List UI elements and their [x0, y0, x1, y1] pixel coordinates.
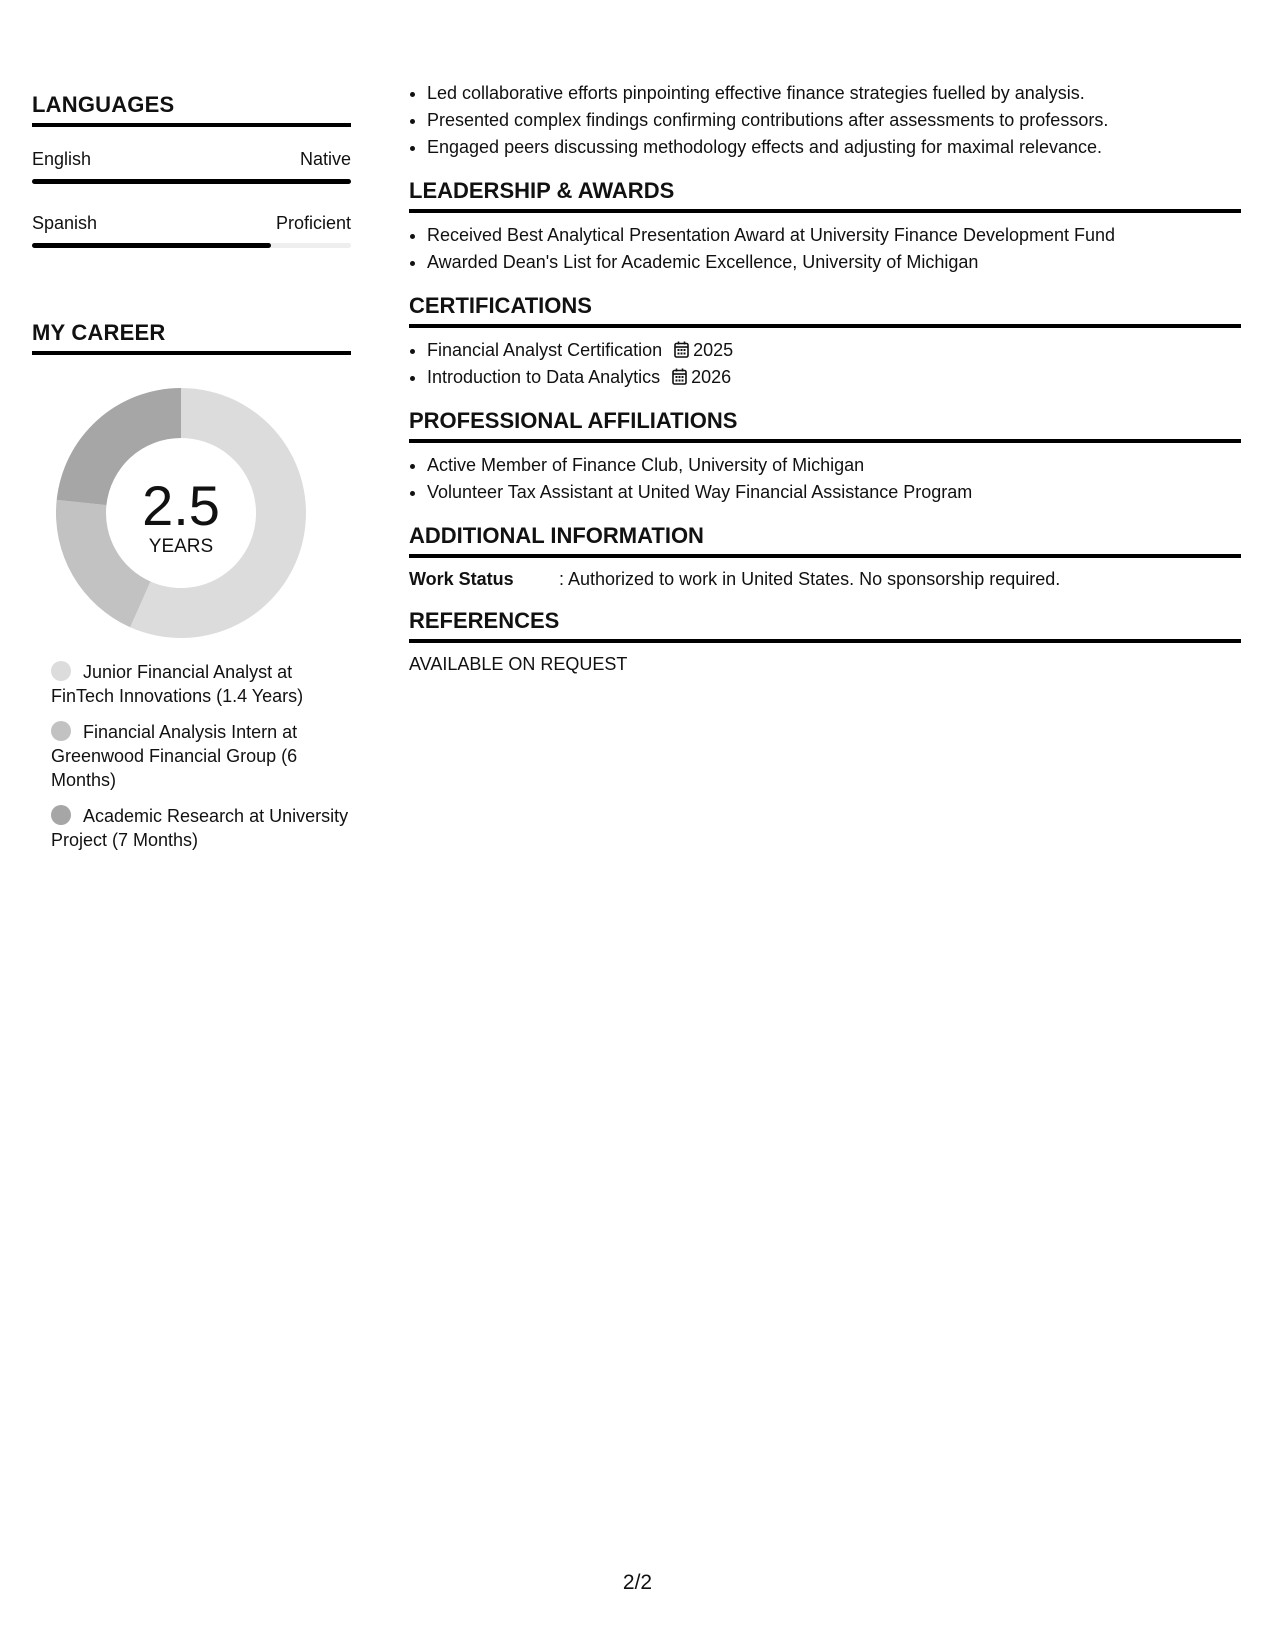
list-item: • Volunteer Tax Assistant at United Way Financial Assistance Program — [427, 479, 1241, 506]
certifications-heading: CERTIFICATIONS — [409, 293, 1241, 328]
sidebar — [32, 92, 351, 864]
legend-item — [51, 804, 351, 852]
affiliations-heading: PROFESSIONAL AFFILIATIONS — [409, 408, 1241, 443]
career-donut-chart — [56, 388, 306, 638]
calendar-icon — [672, 368, 687, 385]
proficiency-bar-fill — [32, 179, 351, 184]
legend-item — [51, 720, 351, 792]
certification-name: Introduction to Data Analytics — [427, 367, 661, 387]
languages-heading: LANGUAGES — [32, 92, 351, 127]
list-item — [427, 337, 1241, 364]
legend-label: Junior Financial Analyst at FinTech Innovations (1.4 Years) — [51, 662, 304, 706]
language-name: Spanish — [32, 213, 98, 233]
career-total-years: 2.5 — [142, 474, 220, 537]
career-total-unit: YEARS — [148, 536, 214, 557]
list-item: • Engaged peers discussing methodology effects and adjusting for maximal relevance. — [427, 134, 1241, 161]
references-section — [409, 608, 1241, 676]
experience-bullets — [409, 80, 1241, 161]
language-item — [32, 148, 351, 184]
page-number: 2/2 — [622, 1571, 653, 1594]
language-name: English — [32, 149, 92, 169]
work-status-value: : Authorized to work in United States. No sponsorship required. — [559, 569, 1061, 589]
language-level: Proficient — [275, 213, 351, 233]
legend-swatch — [51, 661, 71, 681]
legend-swatch — [51, 805, 71, 825]
list-item: • Active Member of Finance Club, University of Michigan — [427, 452, 1241, 479]
legend-swatch — [51, 721, 71, 741]
leadership-section — [409, 178, 1241, 276]
legend-label: Academic Research at University Project (7 Months) — [51, 806, 349, 850]
certification-name: Financial Analyst Certification — [427, 340, 663, 360]
language-level: Native — [299, 149, 351, 169]
proficiency-bar-fill — [32, 243, 271, 248]
career-heading: MY CAREER — [32, 320, 351, 355]
references-text: AVAILABLE ON REQUEST — [409, 654, 628, 674]
leadership-heading: LEADERSHIP & AWARDS — [409, 178, 1241, 213]
additional-info-section — [409, 523, 1241, 591]
affiliations-section — [409, 408, 1241, 506]
main-content — [409, 80, 1241, 676]
proficiency-bar — [32, 243, 351, 248]
legend-label: Financial Analysis Intern at Greenwood Financial Group (6 Months) — [51, 722, 298, 790]
work-status-row — [409, 567, 1241, 591]
list-item: • Presented complex findings confirming contributions after assessments to professors. — [427, 107, 1241, 134]
certification-year: 2026 — [691, 367, 732, 387]
certifications-section — [409, 293, 1241, 391]
proficiency-bar — [32, 179, 351, 184]
legend-item — [51, 660, 351, 708]
list-item — [427, 364, 1241, 391]
work-status-label: Work Status — [409, 569, 514, 589]
references-heading: REFERENCES — [409, 608, 1241, 643]
certification-year: 2025 — [693, 340, 734, 360]
career-legend — [51, 660, 351, 852]
additional-info-heading: ADDITIONAL INFORMATION — [409, 523, 1241, 558]
list-item: • Led collaborative efforts pinpointing effective finance strategies fuelled by analysis. — [427, 80, 1241, 107]
language-item — [32, 212, 351, 248]
calendar-icon — [674, 341, 689, 358]
list-item: • Received Best Analytical Presentation Award at University Finance Development Fund — [427, 222, 1241, 249]
list-item: • Awarded Dean's List for Academic Excellence, University of Michigan — [427, 249, 1241, 276]
